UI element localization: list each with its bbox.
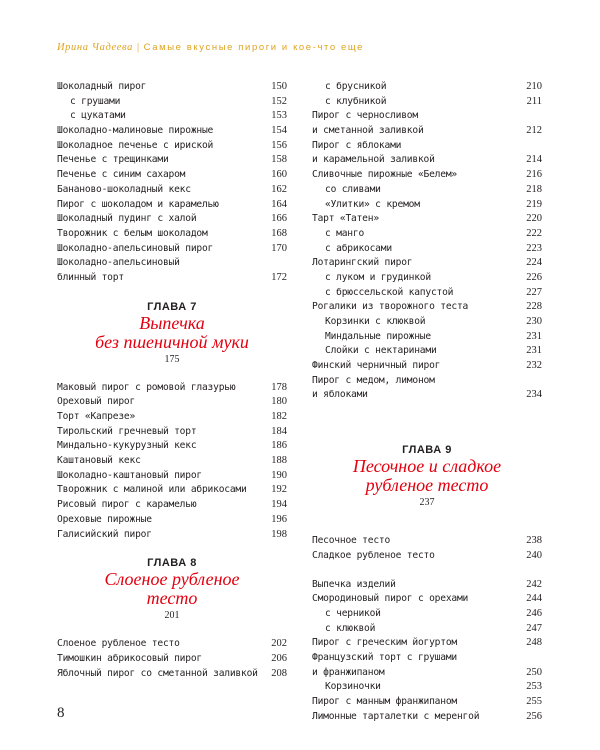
- chapter-title: Выпечка: [139, 312, 205, 333]
- toc-entry-title: со сливами: [325, 183, 381, 195]
- chapter-title: Слоеное рубленое: [104, 569, 240, 590]
- toc-entry-title: Лимонные тарталетки с меренгой: [312, 710, 480, 722]
- toc-entry: [57, 242, 287, 257]
- toc-entry-title: с клубникой: [325, 95, 387, 107]
- toc-entry-title: с луком и грудинкой: [325, 271, 431, 283]
- toc-entry-title: Маковый пирог с ромовой глазурью: [57, 381, 236, 393]
- toc-block: [57, 80, 287, 286]
- toc-entry: [57, 198, 287, 213]
- toc-entry: [312, 124, 542, 139]
- toc-entry-title: Рогалики из творожного теста: [312, 301, 469, 313]
- toc-entry: [57, 271, 287, 286]
- toc-entry-title: Сладкое рубленое тесто: [312, 549, 435, 561]
- toc-block: [312, 534, 542, 563]
- toc-entry-page: 250: [526, 666, 542, 678]
- toc-entry-title: Выпечка изделий: [312, 578, 396, 590]
- toc-entry-title: Шоколадно-малиновые пирожные: [57, 125, 214, 137]
- toc-entry-page: 224: [526, 257, 542, 269]
- toc-entry-page: 156: [271, 139, 287, 151]
- toc-entry-title: Бананово-шоколадный кекс: [57, 183, 191, 195]
- toc-entry-title: с цукатами: [70, 110, 126, 122]
- toc-entry-page: 170: [271, 242, 287, 254]
- toc-entry: [312, 271, 542, 286]
- toc-entry-title: Ореховый пирог: [57, 396, 136, 408]
- toc-entry-title: и франжипаном: [312, 666, 385, 678]
- toc-entry: [57, 528, 287, 543]
- toc-entry-title: Слойки с нектаринами: [325, 345, 437, 357]
- toc-entry-title: Галисийский пирог: [57, 528, 152, 540]
- toc-entry: [312, 153, 542, 168]
- toc-entry-title: Слоеное рубленое тесто: [57, 638, 180, 650]
- toc-entry-title: Тирольский гречневый торт: [57, 425, 197, 437]
- toc-entry-title: и сметанной заливкой: [312, 125, 424, 137]
- toc-entry: [312, 549, 542, 564]
- toc-entry: [312, 227, 542, 242]
- toc-entry-page: 180: [271, 396, 287, 408]
- toc-entry-page: 253: [526, 681, 542, 693]
- toc-entry: [312, 80, 542, 95]
- toc-block: [57, 637, 287, 681]
- toc-entry-title: Яблочный пирог со сметанной заливкой: [57, 667, 258, 679]
- toc-entry-title: Пирог с шоколадом и карамелью: [57, 198, 219, 210]
- toc-entry: [312, 359, 542, 374]
- toc-entry-title: Шоколадно-каштановый пирог: [57, 469, 202, 481]
- toc-entry-title: Пирог с манным франжипаном: [312, 696, 457, 707]
- toc-entry-title: Торт «Капрезе»: [57, 411, 136, 422]
- toc-entry-title: Пирог с черносливом: [312, 110, 418, 122]
- toc-entry: [312, 636, 542, 651]
- chapter-page: 175: [164, 353, 180, 365]
- chapter-page: 237: [419, 497, 435, 509]
- toc-entry-title: Песочное тесто: [312, 535, 391, 547]
- toc-entry-title: Корзиночки: [325, 681, 381, 693]
- toc-entry: [312, 168, 542, 183]
- running-head-title: Самые вкусные пироги и кое-что еще: [143, 42, 365, 53]
- toc-entry-page: 214: [526, 154, 542, 166]
- toc-entry-page: 247: [526, 622, 542, 634]
- toc-entry-page: 238: [526, 535, 542, 547]
- toc-entry-title: и яблоками: [312, 389, 368, 401]
- chapter-7-heading: [57, 300, 287, 367]
- toc-entry-title: Финский черничный пирог: [312, 360, 441, 372]
- toc-entry-title: Пирог с медом, лимоном: [312, 374, 435, 386]
- toc-entry-page: 210: [526, 81, 542, 92]
- toc-entry-page: 158: [271, 154, 287, 166]
- toc-entry: [57, 153, 287, 168]
- toc-entry: [312, 388, 542, 403]
- toc-entry-page: 153: [271, 110, 287, 122]
- toc-entry: [312, 242, 542, 257]
- toc-entry: [57, 168, 287, 183]
- toc-entry: [312, 578, 542, 593]
- toc-entry: [57, 124, 287, 139]
- toc-entry-page: 228: [526, 301, 542, 313]
- toc-entry: [312, 183, 542, 198]
- toc-entry-title: с абрикосами: [325, 242, 392, 254]
- toc-entry-title: с грушами: [70, 95, 121, 107]
- toc-entry: [57, 454, 287, 469]
- running-head: [57, 42, 364, 53]
- toc-block: [312, 80, 542, 403]
- chapter-title: рубленое тесто: [365, 475, 489, 496]
- toc-entry-page: 223: [526, 242, 542, 254]
- toc-entry-page: 234: [526, 389, 542, 401]
- toc-entry-title: Тарт «Татен»: [312, 213, 379, 225]
- toc-entry-page: 178: [271, 381, 287, 393]
- toc-entry: [312, 666, 542, 681]
- toc-entry: [57, 483, 287, 498]
- toc-entry-title: Миндально-кукурузный кекс: [57, 440, 197, 452]
- toc-entry-page: 248: [526, 637, 542, 649]
- toc-entry: [57, 425, 287, 440]
- toc-entry-page: 231: [526, 330, 542, 342]
- toc-entry: [57, 667, 287, 682]
- toc-entry: [57, 381, 287, 396]
- toc-entry: [312, 95, 542, 110]
- chapter-label: ГЛАВА 7: [147, 300, 197, 313]
- toc-entry-title: Ореховые пирожные: [57, 513, 152, 525]
- toc-entry-page: 255: [526, 696, 542, 707]
- toc-entry: [57, 183, 287, 198]
- page-number: 8: [57, 705, 65, 721]
- toc-entry-page: 232: [526, 360, 542, 372]
- toc-entry-title: Творожник с малиной или абрикосами: [57, 484, 247, 496]
- toc-entry: [312, 651, 542, 666]
- toc-entry-title: Печенье с трещинками: [57, 154, 169, 166]
- toc-entry-page: 154: [271, 125, 287, 137]
- chapter-label: ГЛАВА 8: [147, 557, 197, 570]
- toc-entry: [312, 607, 542, 622]
- toc-entry: [57, 139, 287, 154]
- toc-entry: [57, 652, 287, 667]
- toc-entry-page: 211: [526, 95, 542, 107]
- toc-entry-page: 206: [271, 652, 287, 664]
- toc-entry-title: блинный торт: [57, 271, 124, 283]
- toc-entry-page: 219: [526, 198, 542, 210]
- toc-entry-page: 196: [271, 513, 287, 525]
- toc-entry-page: 202: [271, 638, 287, 650]
- toc-entry-title: Смородиновый пирог с орехами: [312, 593, 469, 605]
- toc-entry-title: Шоколадный пудинг с халой: [57, 213, 197, 225]
- toc-entry-title: Пирог с греческим йогуртом: [312, 637, 457, 649]
- toc-entry-title: Лотарингский пирог: [312, 257, 413, 269]
- chapter-8-heading: [57, 556, 287, 623]
- toc-entry-page: 160: [271, 169, 287, 181]
- toc-entry-title: Миндальные пирожные: [325, 330, 431, 342]
- toc-entry: [312, 315, 542, 330]
- toc-entry: [312, 330, 542, 345]
- toc-entry: [312, 374, 542, 389]
- toc-entry-title: и карамельной заливкой: [312, 154, 435, 166]
- running-head-author: Ирина Чадеева: [57, 42, 133, 53]
- toc-entry-title: Шоколадно-апельсиновый пирог: [57, 242, 214, 254]
- toc-entry-page: 188: [271, 455, 287, 467]
- toc-entry-page: 216: [526, 169, 542, 181]
- toc-entry-title: Тимошкин абрикосовый пирог: [57, 652, 202, 664]
- toc-entry-title: Французский торт с грушами: [312, 651, 457, 663]
- toc-entry-title: Рисовый пирог с карамелью: [57, 499, 197, 511]
- toc-entry: [312, 534, 542, 549]
- toc-entry-page: 166: [271, 213, 287, 225]
- toc-entry-page: 162: [271, 183, 287, 195]
- toc-entry-page: 240: [526, 549, 542, 561]
- toc-entry-page: 212: [526, 125, 542, 137]
- toc-entry-page: 208: [271, 667, 287, 679]
- toc-entry-page: 198: [271, 528, 287, 540]
- toc-entry-page: 194: [271, 499, 287, 511]
- toc-entry-page: 182: [271, 411, 287, 422]
- chapter-title: тесто: [146, 588, 198, 609]
- toc-entry-title: Шоколадный пирог: [57, 81, 147, 92]
- toc-entry-page: 244: [526, 593, 542, 605]
- toc-entry-page: 218: [526, 183, 542, 195]
- toc-entry: [57, 410, 287, 425]
- toc-entry-page: 152: [271, 95, 287, 107]
- toc-entry-page: 230: [526, 316, 542, 327]
- toc-entry: [57, 212, 287, 227]
- toc-entry: [57, 395, 287, 410]
- toc-entry: [312, 695, 542, 710]
- toc-entry: [312, 256, 542, 271]
- toc-entry: [312, 680, 542, 695]
- toc-entry-title: Пирог с яблоками: [312, 139, 402, 151]
- toc-entry: [312, 622, 542, 637]
- toc-entry-page: 168: [271, 227, 287, 239]
- chapter-page: 201: [164, 610, 180, 622]
- chapter-9-heading: [312, 443, 542, 510]
- toc-entry: [312, 139, 542, 154]
- toc-entry: [57, 227, 287, 242]
- toc-entry-page: 256: [526, 710, 542, 722]
- toc-entry-page: 190: [271, 469, 287, 481]
- toc-entry: [57, 513, 287, 528]
- toc-entry-page: 242: [526, 578, 542, 590]
- toc-entry-title: Творожник с белым шоколадом: [57, 227, 208, 239]
- toc-entry-title: с брусникой: [325, 81, 387, 92]
- toc-entry-page: 184: [271, 425, 287, 437]
- toc-entry: [312, 710, 542, 725]
- toc-entry-page: 150: [271, 81, 287, 92]
- toc-entry: [57, 95, 287, 110]
- toc-entry-page: 226: [526, 271, 542, 283]
- toc-entry: [57, 80, 287, 95]
- toc-right-column: [312, 80, 542, 724]
- toc-entry-title: Шоколадно-апельсиновый: [57, 257, 180, 269]
- toc-entry: [312, 198, 542, 213]
- toc-entry-title: с манго: [325, 227, 365, 239]
- chapter-title: Песочное и сладкое: [352, 456, 502, 477]
- toc-entry-title: «Улитки» с кремом: [325, 198, 420, 210]
- toc-entry-title: Печенье с синим сахаром: [57, 169, 186, 181]
- toc-entry-page: 164: [271, 198, 287, 210]
- toc-entry: [57, 109, 287, 124]
- toc-entry-page: 220: [526, 213, 542, 225]
- toc-entry: [57, 637, 287, 652]
- toc-entry: [312, 109, 542, 124]
- toc-entry-page: 172: [271, 271, 287, 283]
- toc-entry: [312, 300, 542, 315]
- toc-block: [312, 578, 542, 725]
- toc-entry-page: 192: [271, 484, 287, 496]
- toc-entry-page: 246: [526, 607, 542, 619]
- toc-entry: [312, 592, 542, 607]
- toc-entry: [57, 439, 287, 454]
- chapter-title: без пшеничной муки: [95, 331, 249, 352]
- toc-entry-page: 186: [271, 440, 287, 452]
- toc-entry-page: 227: [526, 286, 542, 298]
- toc-entry: [312, 286, 542, 301]
- toc-entry-title: Корзинки с клюквой: [325, 316, 426, 327]
- toc-entry: [312, 344, 542, 359]
- toc-block: [57, 381, 287, 543]
- toc-entry: [312, 212, 542, 227]
- toc-entry-title: с черникой: [325, 607, 381, 619]
- toc-entry-page: 231: [526, 345, 542, 357]
- running-head-separator: |: [136, 42, 140, 53]
- toc-left-column: [57, 80, 287, 681]
- toc-entry-page: 222: [526, 227, 542, 239]
- toc-entry-title: с клюквой: [325, 622, 376, 634]
- toc-entry-title: Сливочные пирожные «Белем»: [312, 169, 457, 181]
- toc-entry: [57, 498, 287, 513]
- toc-entry-title: с брюссельской капустой: [325, 286, 454, 298]
- toc-entry: [57, 256, 287, 271]
- chapter-label: ГЛАВА 9: [402, 444, 452, 457]
- toc-entry: [57, 469, 287, 484]
- toc-entry-title: Шоколадное печенье с ириской: [57, 139, 214, 151]
- toc-entry-title: Каштановый кекс: [57, 455, 141, 467]
